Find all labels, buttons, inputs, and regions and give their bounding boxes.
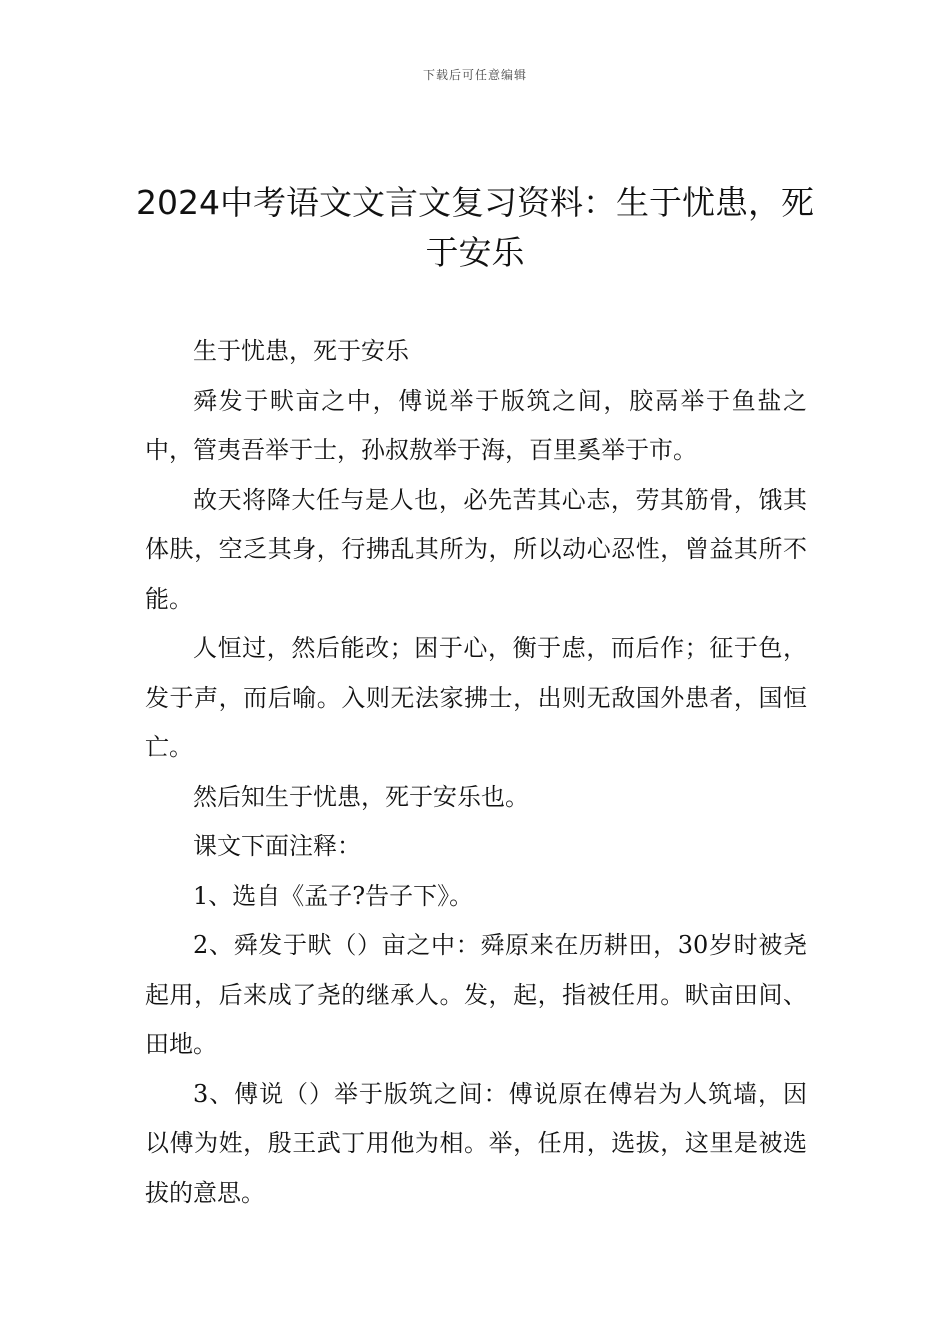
paragraph-heading: 生于忧患，死于安乐 [193,337,409,365]
paragraph: 人恒过，然后能改；困于心，衡于虑，而后作；征于色，发于声，而后喻。入则无法家拂士，出则无敌国外患者，国恒亡。 [145,634,807,761]
paragraph: 然后知生于忧患，死于安乐也。 [193,782,529,811]
document-body [145,327,807,1218]
paragraph: 故天将降大任与是人也，必先苦其心志，劳其筋骨，饿其体肤，空乏其身，行拂乱其所为，所以动心忍性，曾益其所不能。 [145,485,807,613]
note-item: 1、选自《孟子?告子下》。 [193,881,474,910]
note-item: 2、舜发于畎（）亩之中：舜原来在历耕田，30岁时被尧起用，后来成了尧的继承人。发，起，指被任用。畎亩田间、田地。 [145,931,807,1058]
document-title: 2024中考语文文言文复习资料：生于忧患，死于安乐 [136,183,814,272]
paragraph: 舜发于畎亩之中，傅说举于版筑之间，胶鬲举于鱼盐之中，管夷吾举于士，孙叔敖举于海，百里奚举于市。 [145,386,807,464]
notes-heading: 课文下面注释： [193,832,361,860]
header-note: 下载后可任意编辑 [422,68,527,82]
note-item: 3、傅说（）举于版筑之间：傅说原在傅岩为人筑墙，因以傅为姓，殷王武丁用他为相。举，任用，选拔，这里是被选拔的意思。 [145,1079,807,1207]
